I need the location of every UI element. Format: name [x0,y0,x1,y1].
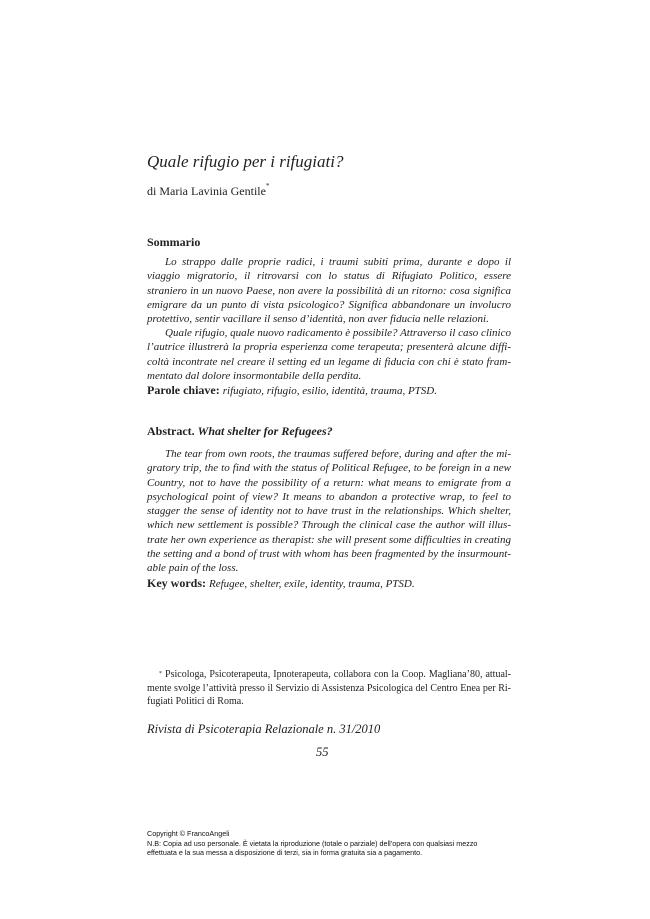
copyright-line-1: Copyright © FrancoAngeli [147,829,230,838]
abstract-title: What shelter for Refugees? [197,424,333,438]
author-name: di Maria Lavinia Gentile [147,184,266,198]
keywords-italian-value: rifugiato, rifugio, esilio, identità, trauma, PTSD. [222,385,437,397]
article-title: Quale rifugio per i rifugiati? [147,152,344,171]
footnote [147,668,511,709]
keywords-italian-label: Parole chiave: [147,383,220,397]
footnote-mark: * [159,671,162,677]
abstract-label: Abstract. [147,424,195,438]
summary-paragraph-1: Lo strappo dalle proprie radici, i traumi subiti prima, durante e dopo il viaggio migratorio, il ritrovarsi con lo status di Rifugiato Politico, essere straniero in un nuovo Paese, non avere la possibilità di un ritorno: cosa significa emigrare da un punto di vista psicologico? Significa abbandonare un involucro protettivo, sentir vacillare il senso d’identità, non aver fiducia nelle relazioni. [147,256,511,326]
abstract-heading [147,424,333,439]
footnote-text: Psicologa, Psicoterapeuta, Ipnoterapeuta, collabora con la Coop. Magliana’80, attual-mente svolge l’attività presso il Servizio di Assistenza Psicologica del Centro Enea per Ri-fugiati Politici di Roma. [147,669,512,707]
keywords-english [147,576,517,591]
summary-paragraph-2: Quale rifugio, quale nuovo radicamento è possibile? Attraverso il caso clinico l’autrice illustrerà la propria esperienza come terapeuta; presenterà alcune diffi-coltà incontrate nel creare il setting ed un legame di fiducia con chi è stato fram-mentato dal dolore insormontabile della perdita. [147,327,511,382]
keywords-english-value: Refugee, shelter, exile, identity, trauma, PTSD. [209,578,415,590]
copyright-line-2: N.B: Copia ad uso personale. È vietata la riproduzione (totale o parziale) dell’opera con qualsiasi mezzo [147,838,478,848]
journal-reference: Rivista di Psicoterapia Relazionale n. 31/2010 [147,722,381,736]
author-footnote-mark: * [265,182,270,190]
author-line [147,184,269,199]
summary-heading: Sommario [147,235,201,249]
copyright-notice [147,829,527,858]
keywords-italian [147,383,517,398]
keywords-english-label: Key words: [147,576,206,590]
page-number: 55 [316,745,329,759]
abstract-paragraph: The tear from own roots, the traumas suffered before, during and after the mi-gratory trip, the to find with the status of Political Refugee, to be foreign in a new Country, not to have the possibility of a return: what means to emigrate from a psychological point of view? It means to abandon a protective wrap, to feel to stagger the sense of identity not to have trust in the relationships. Which shelter, which new settlement is possible? Through the clinical case the author will illus-trate her own experience as therapist: she will present some difficulties in creating the setting and a bond of trust with whom has been fragmented by the insurmount-able pain of the loss. [147,448,511,575]
copyright-line-3: effettuata e la sua messa a disposizione di terzi, sia in forma gratuita sia a pagamento. [147,848,423,858]
